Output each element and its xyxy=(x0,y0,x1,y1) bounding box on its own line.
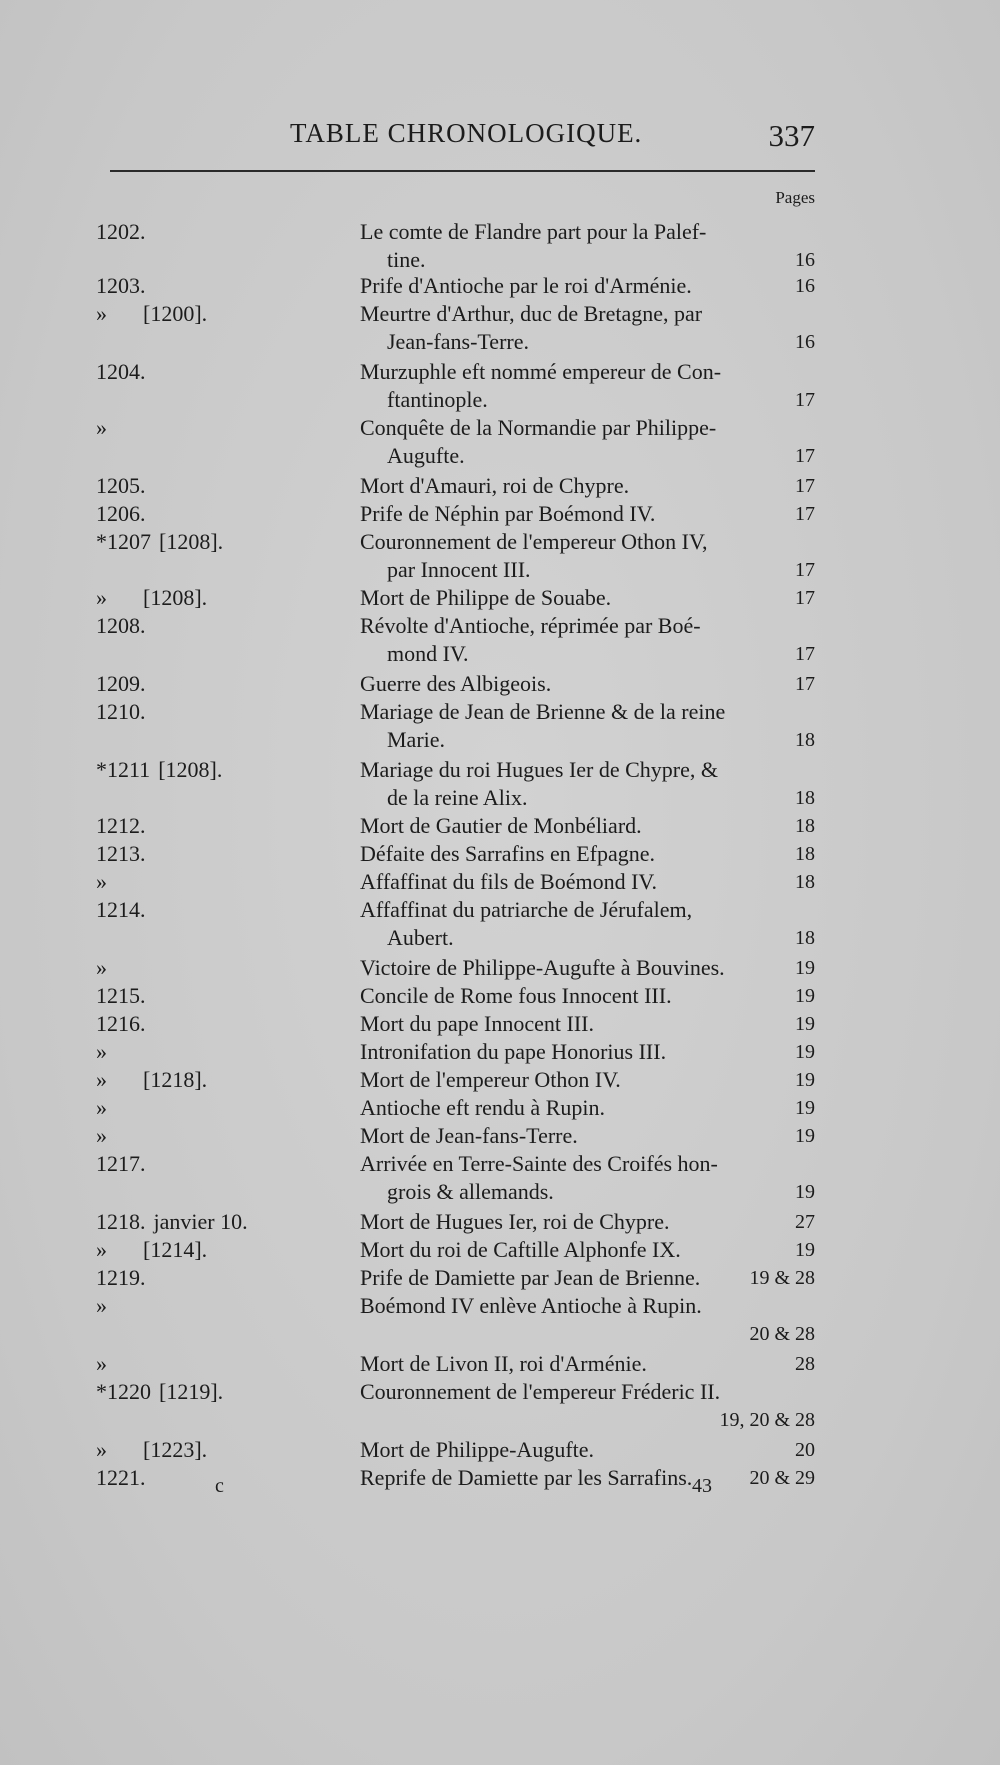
entry-year: 1213. xyxy=(96,841,146,866)
entry-date xyxy=(96,1066,207,1094)
entry-year: » xyxy=(96,1123,107,1148)
entry-page-ref: 19 xyxy=(795,957,815,979)
entry-page-ref: 19 xyxy=(795,1181,815,1203)
footer-number: 43 xyxy=(692,1475,712,1497)
entry-alt-date: [1200]. xyxy=(143,301,208,326)
entry-date xyxy=(96,812,154,840)
entry-date xyxy=(96,1122,143,1150)
entry-date xyxy=(96,1010,154,1038)
entry-page-ref: 18 xyxy=(795,843,815,865)
entry-page-ref: 20 & 28 xyxy=(749,1323,815,1345)
entry-year: *1211 xyxy=(96,757,151,782)
entry-date xyxy=(96,1264,154,1292)
entry-page-ref: 19 xyxy=(795,1069,815,1091)
entry-page-ref: 18 xyxy=(795,787,815,809)
entry-year: 1210. xyxy=(96,699,146,724)
entry-date xyxy=(96,500,154,528)
entry-alt-date: [1218]. xyxy=(143,1067,208,1092)
entry-line-1: Meurtre d'Arthur, duc de Bretagne, par xyxy=(360,301,703,326)
entry-line-1: Mort du roi de Caftille Alphonfe IX. xyxy=(360,1237,681,1262)
entry-line-1: Le comte de Flandre part pour la Palef- xyxy=(360,219,707,244)
entry-page-ref: 17 xyxy=(795,587,815,609)
entry-line-1: Intronifation du pape Honorius III. xyxy=(360,1039,667,1064)
entry-line-1: Défaite des Sarrafins en Efpagne. xyxy=(360,841,656,866)
entry-alt-date: [1214]. xyxy=(143,1237,208,1262)
entry-line-1: Boémond IV enlève Antioche à Rupin. xyxy=(360,1293,702,1318)
header-title: TABLE CHRONOLOGIQUE. xyxy=(290,118,643,148)
entry-line-1: Concile de Rome fous Innocent III. xyxy=(360,983,672,1008)
entry-line-1: Mariage de Jean de Brienne & de la reine xyxy=(360,699,726,724)
entry-line-1: Mort de Philippe de Souabe. xyxy=(360,585,612,610)
entry-line-2: tine. xyxy=(387,247,426,272)
entry-line-1: Mort de l'empereur Othon IV. xyxy=(360,1067,621,1092)
entry-date xyxy=(96,1436,207,1464)
page-number: 337 xyxy=(768,118,815,153)
entry-year: » xyxy=(96,1293,107,1318)
entry-year: 1204. xyxy=(96,359,146,384)
entry-date xyxy=(96,218,154,246)
entry-line-1: Mort d'Amauri, roi de Chypre. xyxy=(360,473,630,498)
entry-page-ref: 18 xyxy=(795,927,815,949)
entry-date xyxy=(96,472,154,500)
entry-line-2: Aubert. xyxy=(387,925,454,950)
entry-date xyxy=(96,1236,207,1264)
entry-line-1: Prife de Néphin par Boémond IV. xyxy=(360,501,656,526)
entry-line-1: Antioche eft rendu à Rupin. xyxy=(360,1095,605,1120)
entry-page-ref: 17 xyxy=(795,503,815,525)
entry-page-ref: 19 xyxy=(795,1097,815,1119)
entry-year: 1218. xyxy=(96,1209,146,1234)
entry-line-1: Mort de Philippe-Augufte. xyxy=(360,1437,595,1462)
entry-line-1: Mort du pape Innocent III. xyxy=(360,1011,594,1036)
entry-year: 1214. xyxy=(96,897,146,922)
signature-mark: c xyxy=(215,1475,224,1497)
entry-year: » xyxy=(96,415,107,440)
entry-line-1: Mort de Gautier de Monbéliard. xyxy=(360,813,642,838)
entry-date xyxy=(96,1464,154,1492)
entry-line-1: Guerre des Albigeois. xyxy=(360,671,552,696)
entry-alt-date: [1219]. xyxy=(159,1379,224,1404)
entry-date xyxy=(96,358,154,386)
entry-line-1: Couronnement de l'empereur Othon IV, xyxy=(360,529,708,554)
entry-page-ref: 16 xyxy=(795,331,815,353)
entry-line-1: Victoire de Philippe-Augufte à Bouvines. xyxy=(360,955,725,980)
entry-line-1: Révolte d'Antioche, réprimée par Boé- xyxy=(360,613,701,638)
entry-alt-date: [1208]. xyxy=(143,585,208,610)
entry-year: » xyxy=(96,1067,107,1092)
entry-line-1: Prife d'Antioche par le roi d'Arménie. xyxy=(360,273,692,298)
entry-date xyxy=(96,896,154,924)
entry-page-ref: 17 xyxy=(795,673,815,695)
entry-year: 1216. xyxy=(96,1011,146,1036)
entry-description xyxy=(360,1292,780,1320)
entry-year: 1221. xyxy=(96,1465,146,1490)
entry-year: 1208. xyxy=(96,613,146,638)
entry-line-2: par Innocent III. xyxy=(387,557,531,582)
entry-year: 1212. xyxy=(96,813,146,838)
entry-line-1: Couronnement de l'empereur Fréderic II. xyxy=(360,1379,721,1404)
entry-line-1: Mariage du roi Hugues Ier de Chypre, & xyxy=(360,757,719,782)
entry-line-2: ftantinople. xyxy=(387,387,488,412)
entry-date xyxy=(96,272,154,300)
entry-year: *1207 xyxy=(96,529,151,554)
entry-page-ref: 16 xyxy=(795,275,815,297)
entry-date xyxy=(96,954,143,982)
entry-date xyxy=(96,584,207,612)
entry-line-2: Jean-fans-Terre. xyxy=(387,329,529,354)
entry-page-ref: 19 xyxy=(795,985,815,1007)
entry-page-ref: 17 xyxy=(795,445,815,467)
entry-line-1: Mort de Hugues Ier, roi de Chypre. xyxy=(360,1209,670,1234)
entry-page-ref: 20 xyxy=(795,1439,815,1461)
entry-page-ref: 18 xyxy=(795,815,815,837)
entry-year: 1206. xyxy=(96,501,146,526)
entry-date xyxy=(96,982,154,1010)
entry-page-ref: 28 xyxy=(795,1353,815,1375)
entry-page-ref: 17 xyxy=(795,559,815,581)
entry-page-ref: 19 xyxy=(795,1125,815,1147)
entry-page-ref: 19 xyxy=(795,1041,815,1063)
entry-alt-date: janvier 10. xyxy=(153,1209,248,1234)
entry-alt-date: [1223]. xyxy=(143,1437,208,1462)
entry-line-1: Murzuphle eft nommé empereur de Con- xyxy=(360,359,722,384)
entry-date xyxy=(96,528,223,556)
entry-alt-date: [1208]. xyxy=(158,757,223,782)
entry-year: 1202. xyxy=(96,219,146,244)
entry-date xyxy=(96,1150,154,1178)
entry-page-ref: 19 xyxy=(795,1013,815,1035)
entry-page-ref: 17 xyxy=(795,389,815,411)
entry-year: » xyxy=(96,869,107,894)
entry-year: » xyxy=(96,1095,107,1120)
entry-year: *1220 xyxy=(96,1379,151,1404)
entry-line-1: Reprife de Damiette par les Sarrafins. xyxy=(360,1465,693,1490)
entry-page-ref: 16 xyxy=(795,249,815,271)
entry-line-1: Affaffinat du fils de Boémond IV. xyxy=(360,869,657,894)
entry-year: 1205. xyxy=(96,473,146,498)
entry-line-2: grois & allemands. xyxy=(387,1179,554,1204)
entry-year: » xyxy=(96,955,107,980)
entry-date xyxy=(96,840,154,868)
entry-alt-date: [1208]. xyxy=(159,529,224,554)
entry-year: » xyxy=(96,1039,107,1064)
entry-year: 1203. xyxy=(96,273,146,298)
entry-year: » xyxy=(96,1437,107,1462)
entry-date xyxy=(96,1350,143,1378)
entry-date xyxy=(96,868,143,896)
entry-year: » xyxy=(96,585,107,610)
entry-line-1: Mort de Jean-fans-Terre. xyxy=(360,1123,578,1148)
entry-date xyxy=(96,670,154,698)
entry-page-ref: 18 xyxy=(795,729,815,751)
entry-line-2: Marie. xyxy=(387,727,446,752)
entry-year: 1217. xyxy=(96,1151,146,1176)
entry-date xyxy=(96,1292,143,1320)
entry-page-ref: 17 xyxy=(795,475,815,497)
pages-column-label: Pages xyxy=(775,188,815,207)
entry-line-1: Mort de Livon II, roi d'Arménie. xyxy=(360,1351,647,1376)
entry-line-2: mond IV. xyxy=(387,641,469,666)
entry-page-ref: 19 & 28 xyxy=(749,1267,815,1289)
entry-year: » xyxy=(96,301,107,326)
entry-line-1: Arrivée en Terre-Sainte des Croifés hon- xyxy=(360,1151,718,1176)
entry-page-ref: 27 xyxy=(795,1211,815,1233)
entry-year: 1219. xyxy=(96,1265,146,1290)
entry-line-2: de la reine Alix. xyxy=(387,785,528,810)
entry-page-ref: 18 xyxy=(795,871,815,893)
entry-date xyxy=(96,1208,248,1236)
entry-description xyxy=(360,1378,780,1406)
entry-year: 1215. xyxy=(96,983,146,1008)
entry-page-ref: 19 xyxy=(795,1239,815,1261)
entry-date xyxy=(96,698,154,726)
entry-line-2: Augufte. xyxy=(387,443,465,468)
entry-date xyxy=(96,300,207,328)
entry-date xyxy=(96,612,154,640)
entry-year: » xyxy=(96,1237,107,1262)
entry-date xyxy=(96,414,143,442)
entry-date xyxy=(96,1038,143,1066)
entry-date xyxy=(96,1378,223,1406)
entry-year: 1209. xyxy=(96,671,146,696)
entry-date xyxy=(96,756,222,784)
entry-line-1: Affaffinat du patriarche de Jérufalem, xyxy=(360,897,693,922)
entry-year: » xyxy=(96,1351,107,1376)
entry-page-ref: 17 xyxy=(795,643,815,665)
entry-line-1: Conquête de la Normandie par Philippe- xyxy=(360,415,717,440)
entry-page-ref: 20 & 29 xyxy=(749,1467,815,1489)
entry-page-ref: 19, 20 & 28 xyxy=(719,1409,815,1431)
entry-date xyxy=(96,1094,143,1122)
entry-line-1: Prife de Damiette par Jean de Brienne. xyxy=(360,1265,701,1290)
